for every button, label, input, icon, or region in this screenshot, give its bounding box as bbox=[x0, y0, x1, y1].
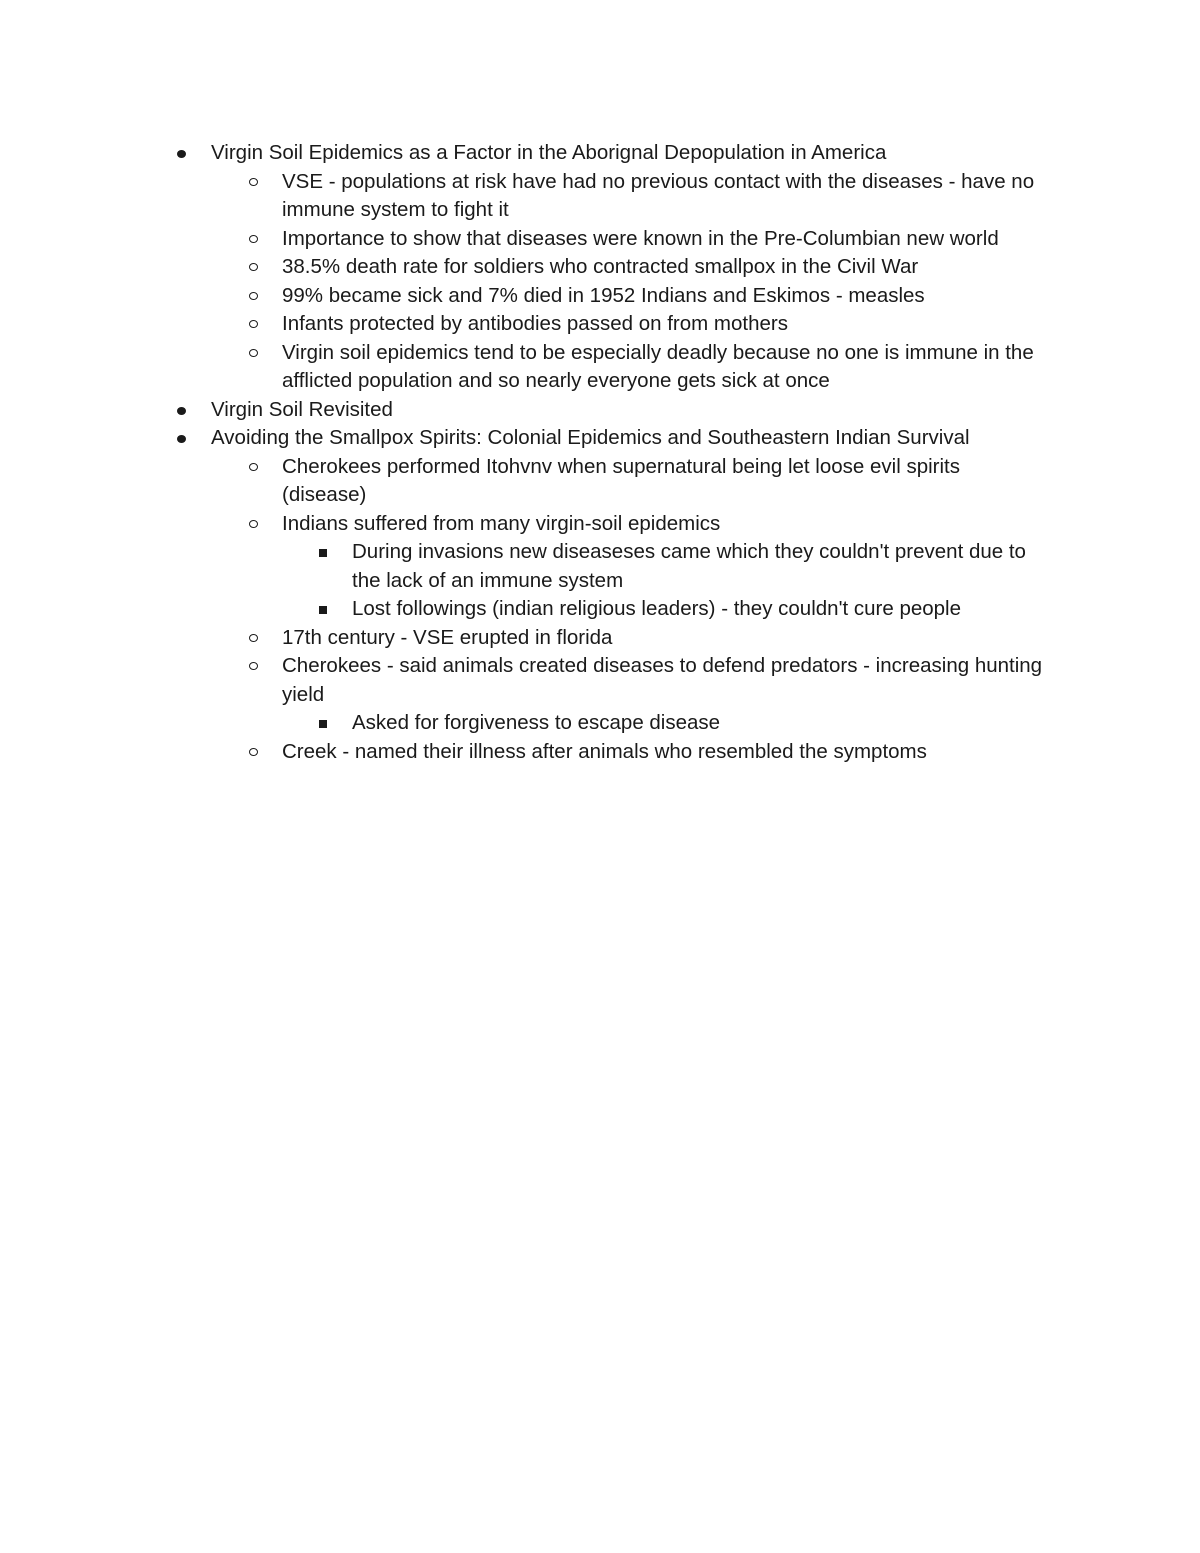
hollow-circle-bullet-icon bbox=[249, 463, 258, 471]
list-item bbox=[0, 453, 1046, 510]
list-item-text: Indians suffered from many virgin-soil epidemics bbox=[282, 511, 721, 535]
list-item-text: Creek - named their illness after animals who resembled the symptoms bbox=[282, 739, 927, 763]
hollow-circle-bullet-icon bbox=[249, 320, 258, 328]
filled-circle-bullet-icon bbox=[177, 407, 186, 415]
list-item-text: 38.5% death rate for soldiers who contracted smallpox in the Civil War bbox=[282, 255, 919, 278]
list-item bbox=[0, 652, 1046, 709]
hollow-circle-bullet-icon bbox=[249, 292, 258, 300]
list-item bbox=[0, 396, 1046, 425]
list-item bbox=[0, 225, 1046, 254]
notes-list bbox=[0, 139, 1200, 766]
list-item-text: Infants protected by antibodies passed on from mothers bbox=[282, 312, 788, 335]
list-item bbox=[0, 624, 1046, 653]
list-item bbox=[0, 282, 1046, 311]
list-item-text: Cherokees - said animals created diseases to defend predators - increasing hunting yield bbox=[282, 654, 1043, 706]
list-item-text: Asked for forgiveness to escape disease bbox=[352, 711, 721, 734]
list-item bbox=[0, 139, 1046, 168]
filled-circle-bullet-icon bbox=[177, 150, 186, 158]
hollow-circle-bullet-icon bbox=[249, 349, 258, 357]
list-item-text: Importance to show that diseases were known in the Pre-Columbian new world bbox=[282, 226, 999, 250]
list-item-text: Lost followings (indian religious leaders) - they couldn't cure people bbox=[352, 597, 962, 620]
list-item-text: Virgin soil epidemics tend to be especially deadly because no one is immune in the afflicted population and so nearly everyone gets sick at once bbox=[282, 340, 1034, 392]
list-item bbox=[0, 738, 1046, 767]
hollow-circle-bullet-icon bbox=[249, 662, 258, 670]
list-item bbox=[0, 595, 1046, 624]
hollow-circle-bullet-icon bbox=[249, 235, 258, 243]
square-bullet-icon bbox=[319, 606, 327, 614]
list-item bbox=[0, 253, 1046, 282]
square-bullet-icon bbox=[319, 549, 327, 557]
list-item-text: Cherokees performed Itohvnv when supernatural being let loose evil spirits (disease) bbox=[282, 454, 961, 506]
list-item-text: Virgin Soil Epidemics as a Factor in the Aborignal Depopulation in America bbox=[211, 141, 887, 164]
list-item bbox=[0, 510, 1046, 539]
hollow-circle-bullet-icon bbox=[249, 178, 258, 186]
hollow-circle-bullet-icon bbox=[249, 634, 258, 642]
list-item-text: VSE - populations at risk have had no previous contact with the diseases - have no immune system to fight it bbox=[282, 169, 1035, 221]
list-item bbox=[0, 310, 1046, 339]
list-item-text: Avoiding the Smallpox Spirits: Colonial Epidemics and Southeastern Indian Survival bbox=[211, 426, 970, 449]
square-bullet-icon bbox=[319, 720, 327, 728]
list-item bbox=[0, 424, 1046, 453]
list-item-text: 17th century - VSE erupted in florida bbox=[282, 625, 613, 649]
list-item bbox=[0, 709, 1046, 738]
list-item-text: During invasions new diseaseses came which they couldn't prevent due to the lack of an immune system bbox=[352, 540, 1026, 592]
hollow-circle-bullet-icon bbox=[249, 748, 258, 756]
list-item bbox=[0, 538, 1046, 595]
hollow-circle-bullet-icon bbox=[249, 263, 258, 271]
hollow-circle-bullet-icon bbox=[249, 520, 258, 528]
list-item-text: 99% became sick and 7% died in 1952 Indians and Eskimos - measles bbox=[282, 283, 925, 307]
list-item bbox=[0, 339, 1046, 396]
list-item bbox=[0, 168, 1046, 225]
list-item-text: Virgin Soil Revisited bbox=[211, 397, 393, 421]
filled-circle-bullet-icon bbox=[177, 435, 186, 443]
